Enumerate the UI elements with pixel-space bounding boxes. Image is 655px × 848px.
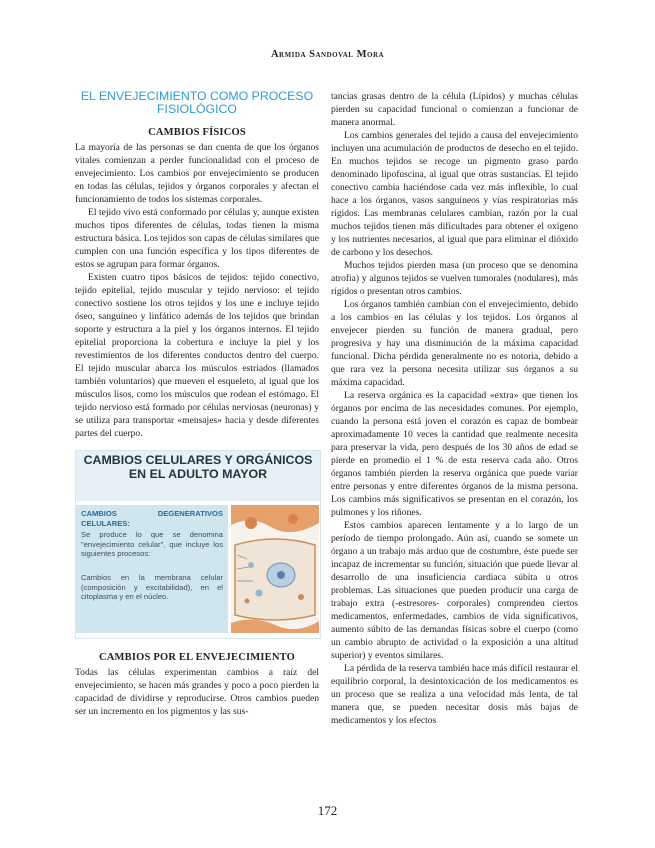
paragraph: Los cambios generales del tejido a causa del envejecimiento incluyen una acumulación de productos de desecho en el tejido. En muchos tejidos se recoge un pigmento graso pardo denominado lipofuscina, al igual que otras sustancias. El tejido conectivo cambia haciéndose cada vez más inflexible, lo cual hace a los órganos, vasos sanguíneos y vías respiratorias más rígidos. Las membranas celulares cambian, razón por la cual muchos tejidos tienen más dificultades para obtener el oxígeno y los nutrientes necesarios, al igual que para eliminar el dióxido de carbono y los desechos. [331, 130, 578, 258]
cell-illustration [231, 505, 319, 633]
figure-label: CAMBIOS DEGENERATIVOS CELULARES: [81, 509, 223, 528]
left-column [75, 90, 319, 718]
cell-diagram-image [231, 505, 319, 633]
paragraph: El tejido vivo está conformado por células y, aunque existen muchos tipos diferentes de células, todas tienen la misma estructura básica. Los tejidos son capas de células similares que cumplen con una función específica y los tipos diferentes de estos se agrupan para formar órganos. [75, 207, 319, 270]
figure-text: Se produce lo que se denomina "envejecimiento celular", que incluye los siguientes procesos: [81, 530, 223, 559]
paragraph: La mayoría de las personas se dan cuenta de que los órganos vitales comienzan a perder funcionalidad con el proceso de envejecimiento. Los cambios por envejecimiento se producen en todas las células, tejidos y órganos corporales y afectan el funcionamiento de todos los sistemas corporales. [75, 142, 319, 205]
figure-title: CAMBIOS CELULARES Y ORGÁNICOS EN EL ADULTO MAYOR [76, 451, 320, 501]
paragraph: La pérdida de la reserva también hace más difícil restaurar el equilibrio corporal, la desintoxicación de los medicamentos es un proceso que se realiza a una velocidad más lenta, de tal manera que, se pueden necesitar dosis más bajas de medicamentos y los efectos [331, 663, 578, 726]
section-title: EL ENVEJECIMIENTO COMO PROCESO FISIOLÓGICO [80, 89, 314, 116]
subheading-cambios-fisicos: CAMBIOS FÍSICOS [148, 127, 246, 138]
figure-text-panel [76, 505, 228, 633]
infographic-figure [75, 450, 321, 639]
running-header: Armida Sandoval Mora [270, 49, 385, 60]
figure-text: Cambios en la membrana celular (composición y excitabilidad), en el citoplasma y en el núcleo. [81, 572, 223, 602]
paragraph: Existen cuatro tipos básicos de tejidos: tejido conectivo, tejido epitelial, tejido muscular y tejido nervioso: el tejido conectivo sostiene los otros tejidos y los une e incluye tejido óseo, sanguíneo y linfático además de los tejidos que brindan soporte y estructura a la piel y los órganos internos. El tejido epitelial proporciona la cobertura e incluye la piel y los revestimientos de los diferentes conductos dentro del cuerpo. El tejido muscular abarca los músculos estriados (llamados también voluntarios) que mueven el esqueleto, al igual que los músculos lisos, como los músculos que rodean el estómago. El tejido nervioso está formado por células nerviosas (neuronas) y se utiliza para transportar «mensajes» hacia y desde diferentes partes del cuerpo. [75, 272, 319, 439]
paragraph: Los órganos también cambian con el envejecimiento, debido a los cambios en las células y los tejidos. Los órganos al envejecer pierden su función de manera gradual, pero progresiva y hay una disminución de la máxima capacidad funcional. Dicha pérdida generalmente no es notoria, debido a que rara vez la persona necesita utilizar sus órganos a su máxima capacidad. [331, 299, 578, 388]
subheading-cambios-envejecimiento: CAMBIOS POR EL ENVEJECIMIENTO [98, 652, 296, 663]
page-number: 172 [317, 803, 338, 818]
paragraph: Muchos tejidos pierden masa (un proceso que se denomina atrofia) y algunos tejidos se vuelven tumorales (nodulares), más rígidos o presentan otros cambios. [331, 260, 578, 297]
paragraph: Todas las células experimentan cambios a raíz del envejecimiento, se hacen más grandes y poco a poco pierden la capacidad de dividirse y reproducirse. Otros cambios pueden ser un incremento en los pigmentos y las sus- [75, 667, 319, 717]
paragraph: La reserva orgánica es la capacidad «extra» que tienen los órganos por encima de las necesidades comunes. Por ejemplo, cuando la persona está joven el corazón es capaz de bombear aproximadamente 10 veces la cantidad que realmente necesita para preservar la vida, pero después de los 30 años de edad se pierde en promedio el 1 % de esta reserva cada año. Otros órganos también pierden la reserva orgánica que puede variar entre personas y entre diferentes órganos de la misma persona. Los cambios más significativos se presentan en el corazón, los pulmones y los riñones. [331, 390, 578, 518]
paragraph: Estos cambios aparecen lentamente y a lo largo de un período de tiempo prolongado. Aún así, cuando se somete un órgano a un trabajo más arduo que de costumbre, éste puede ser incapaz de incrementar su función, situación que puede llevar al desarrollo de una insuficiencia cardiaca súbita u otros problemas. Las situaciones que pueden producir una carga de trabajo extra (-estresores- corporales) comprenden ciertos medicamentos, enfermedades, cambios de vida significativos, aumento súbito de las demandas físicas sobre el cuerpo (como un cambio abrupto de actividad o la exposición a una altitud superior) y eventos similares. [331, 520, 578, 661]
right-column [331, 90, 578, 727]
paragraph: tancias grasas dentro de la célula (Lípidos) y muchas células pierden su capacidad funcional o comienzan a funcionar de manera anormal. [331, 91, 578, 128]
